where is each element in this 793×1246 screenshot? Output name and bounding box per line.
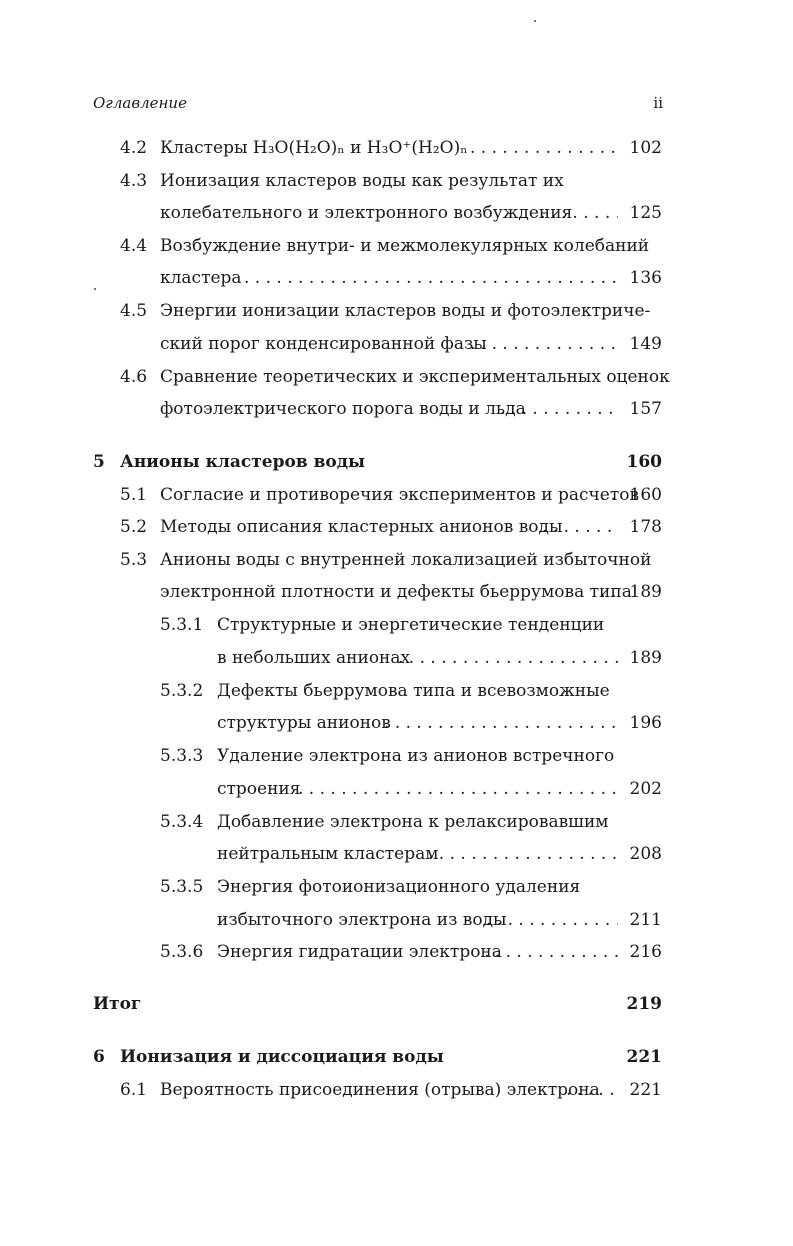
subsection-title-line-2: избыточного электрона из воды [217,910,507,930]
page-number: 196 [629,713,662,733]
toc-entry-4-6-cont[interactable] [0,398,793,420]
dot-leader [542,516,618,538]
subsection-title-line-2: в небольших анионах [217,648,411,668]
dot-leader [384,712,618,734]
subsection-title-line-2: нейтральным кластерам [217,844,439,864]
subsection-number: 5.3.6 [160,942,204,962]
toc-entry-4-6[interactable] [0,366,793,388]
toc-entry-5-3-3-cont[interactable] [0,778,793,800]
subsection-title-line-2: строения [217,779,301,799]
page-number: 208 [629,844,662,864]
toc-chapter-5[interactable] [0,451,793,473]
section-number: 5.2 [120,517,148,537]
toc-entry-4-5[interactable] [0,300,793,322]
toc-entry-5-3[interactable] [0,549,793,571]
toc-entry-6-1[interactable] [0,1079,793,1101]
section-number: 6.1 [120,1080,148,1100]
header-title: Оглавление [93,94,187,112]
toc-entry-5-1[interactable] [0,484,793,506]
chapter-title: Анионы кластеров воды [120,452,366,472]
subsection-title-line-1: Дефекты бьеррумова типа и всевозможные [217,681,610,701]
section-title: Согласие и противоречия экспериментов и расчетов [160,485,640,505]
section-title-line-1: Сравнение теоретических и экспериментальных оценок [160,367,670,387]
dot-leader [600,484,618,506]
toc-entry-5-3-2[interactable] [0,680,793,702]
toc-chapter-summary[interactable] [0,993,793,1015]
page-number: 189 [629,648,662,668]
section-title: Кластеры H₃O(H₂O)ₙ и H₃O⁺(H₂O)ₙ [160,138,468,158]
page-number: 221 [626,1047,662,1067]
scan-speck [534,20,536,22]
chapter-title: Итог [93,994,142,1014]
toc-entry-4-3[interactable] [0,170,793,192]
toc-entry-4-3-cont[interactable] [0,202,793,224]
page-number: 202 [629,779,662,799]
section-title-line-1: Энергии ионизации кластеров воды и фотоэлектриче- [160,301,651,321]
section-title-line-2: кластера [160,268,242,288]
page-number: 157 [629,399,662,419]
section-number: 5.1 [120,485,148,505]
section-number: 4.3 [120,171,148,191]
toc-entry-5-2[interactable] [0,516,793,538]
section-number: 4.5 [120,301,148,321]
dot-leader [540,202,618,224]
section-title: Методы описания кластерных анионов воды [160,517,563,537]
page-number: 221 [629,1080,662,1100]
subsection-title-line-1: Удаление электрона из анионов встречного [217,746,615,766]
page-number: 149 [629,334,662,354]
subsection-number: 5.3.3 [160,746,204,766]
section-number: 4.6 [120,367,148,387]
page-number: 136 [629,268,662,288]
subsection-title-line-1: Структурные и энергетические тенденции [217,615,605,635]
section-title-line-2: ский порог конденсированной фазы [160,334,487,354]
toc-entry-5-3-5-cont[interactable] [0,909,793,931]
section-title-line-1: Анионы воды с внутренней локализацией избыточной [160,550,652,570]
page-number: 160 [626,452,662,472]
running-header [93,94,663,114]
toc-entry-5-3-3[interactable] [0,745,793,767]
toc-chapter-6[interactable] [0,1046,793,1068]
dot-leader [470,333,618,355]
section-title-line-1: Ионизация кластеров воды как результат их [160,171,564,191]
section-title-line-2: электронной плотности и дефекты бьеррумова типа [160,582,632,602]
section-number: 4.2 [120,138,148,158]
toc-entry-5-3-6[interactable] [0,941,793,963]
chapter-number: 5 [93,452,105,472]
dot-leader [428,843,618,865]
section-title-line-2: фотоэлектрического порога воды и льда [160,399,526,419]
page-number: 125 [629,203,662,223]
dot-leader [566,1079,618,1101]
toc-entry-4-4[interactable] [0,235,793,257]
page-number: 102 [629,138,662,158]
toc-entry-5-3-cont[interactable] [0,581,793,603]
subsection-title-line-1: Добавление электрона к релаксировавшим [217,812,609,832]
header-page-number: ii [653,94,663,112]
page-number: 219 [626,994,662,1014]
chapter-title: Ионизация и диссоциация воды [120,1047,444,1067]
toc-entry-4-2[interactable] [0,137,793,159]
dot-leader [486,909,618,931]
section-number: 4.4 [120,236,148,256]
dot-leader [500,398,618,420]
subsection-number: 5.3.4 [160,812,204,832]
section-title-line-2: колебательного и электронного возбуждения [160,203,573,223]
chapter-number: 6 [93,1047,105,1067]
subsection-number: 5.3.1 [160,615,204,635]
toc-entry-4-5-cont[interactable] [0,333,793,355]
subsection-number: 5.3.2 [160,681,204,701]
section-number: 5.3 [120,550,148,570]
page-number: 189 [629,582,662,602]
toc-entry-5-3-4[interactable] [0,811,793,833]
dot-leader [470,137,618,159]
section-title: Вероятность присоединения (отрыва) электрона [160,1080,600,1100]
toc-entry-5-3-5[interactable] [0,876,793,898]
page-number: 211 [629,910,662,930]
toc-entry-4-4-cont[interactable] [0,267,793,289]
dot-leader [600,581,618,603]
subsection-title-line-2: структуры анионов [217,713,391,733]
toc-entry-5-3-4-cont[interactable] [0,843,793,865]
dot-leader [298,778,618,800]
subsection-title-line-1: Энергия фотоионизационного удаления [217,877,581,897]
page-number: 178 [629,517,662,537]
toc-entry-5-3-2-cont[interactable] [0,712,793,734]
subsection-title: Энергия гидратации электрона [217,942,502,962]
section-title-line-1: Возбуждение внутри- и межмолекулярных колебаний [160,236,650,256]
subsection-number: 5.3.5 [160,877,204,897]
toc-entry-5-3-1-cont[interactable] [0,647,793,669]
page-number: 160 [629,485,662,505]
dot-leader [398,647,618,669]
page-number: 216 [629,942,662,962]
dot-leader [484,941,618,963]
toc-entry-5-3-1[interactable] [0,614,793,636]
dot-leader [244,267,618,289]
